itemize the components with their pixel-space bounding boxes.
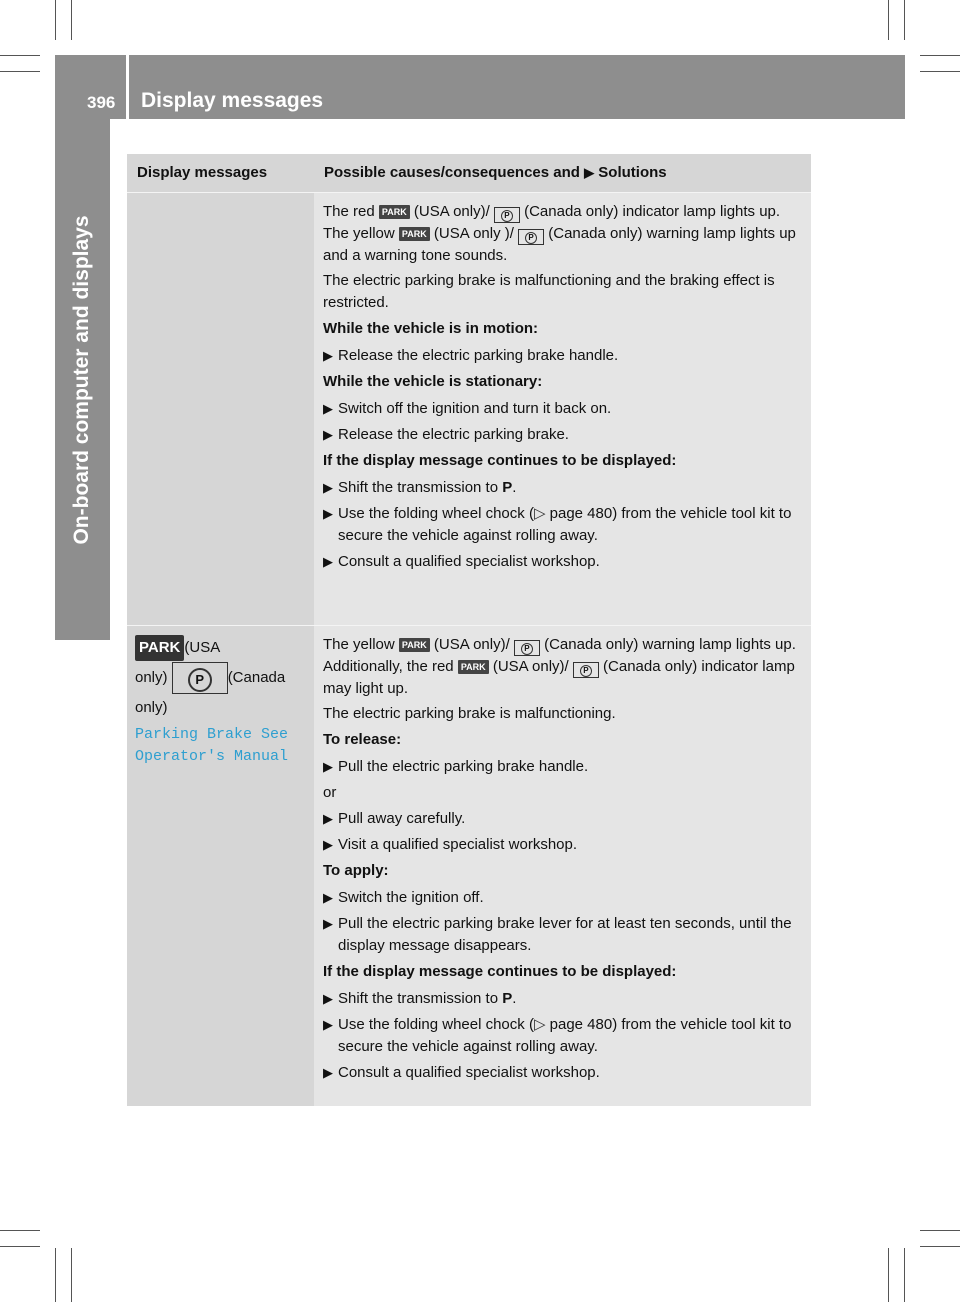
row2-or: or bbox=[323, 784, 337, 801]
header-divider bbox=[126, 55, 129, 119]
text: The yellow bbox=[323, 636, 395, 653]
text: (USA only)/ bbox=[492, 658, 569, 675]
step-text: Pull the electric parking brake lever for at least ten seconds, until the display message disappears. bbox=[338, 915, 792, 954]
gear-p: P bbox=[502, 479, 513, 496]
row1-heading-stationary: While the vehicle is stationary: bbox=[323, 373, 543, 390]
step-text: Pull away carefully. bbox=[338, 810, 466, 827]
play-arrow-icon: ▶ bbox=[323, 427, 333, 442]
text: The red bbox=[323, 203, 375, 220]
text: . bbox=[512, 990, 517, 1007]
step-text: Consult a qualified specialist workshop. bbox=[338, 553, 600, 570]
row1-solution-cell bbox=[314, 193, 811, 625]
row1-heading-continues: If the display message continues to be displayed: bbox=[323, 452, 677, 469]
list-item bbox=[323, 345, 803, 367]
park-lamp-icon: PARK bbox=[135, 635, 184, 661]
play-arrow-icon: ▶ bbox=[323, 991, 333, 1006]
play-arrow-icon: ▶ bbox=[323, 1017, 333, 1032]
step-text: Release the electric parking brake. bbox=[338, 426, 569, 443]
crop-mark bbox=[0, 71, 40, 72]
row2-display-message-cell bbox=[127, 626, 314, 1106]
text: (Canada only) warning lamp lights up and a warning tone sounds. bbox=[323, 225, 796, 264]
crop-mark bbox=[904, 0, 905, 40]
table-row bbox=[127, 625, 811, 1106]
list-item bbox=[323, 1062, 803, 1084]
crop-mark bbox=[888, 1248, 889, 1302]
list-item bbox=[323, 834, 803, 856]
play-arrow-icon: ▶ bbox=[323, 916, 333, 931]
display-messages-table bbox=[127, 154, 811, 1106]
list-item bbox=[323, 988, 803, 1010]
play-arrow-icon: ▶ bbox=[323, 837, 333, 852]
page-reference-link[interactable]: page 480) from the vehicle tool kit to secure the vehicle against rolling away. bbox=[338, 1016, 792, 1055]
step-text: Release the electric parking brake handle. bbox=[338, 347, 619, 364]
step-text bbox=[338, 503, 803, 547]
park-lamp-icon: PARK bbox=[399, 227, 430, 241]
text: (USA only)/ bbox=[413, 203, 490, 220]
step-text: Pull the electric parking brake handle. bbox=[338, 758, 589, 775]
row1-paragraph-2: The electric parking brake is malfunctioning and the braking effect is restricted. bbox=[323, 272, 775, 311]
text: Use the folding wheel chock ( bbox=[338, 505, 534, 522]
row2-paragraph-1 bbox=[323, 634, 803, 700]
step-text: Consult a qualified specialist workshop. bbox=[338, 1064, 600, 1081]
crop-mark bbox=[55, 1248, 56, 1302]
play-arrow-icon: ▶ bbox=[323, 1065, 333, 1080]
text: Use the folding wheel chock ( bbox=[338, 1016, 534, 1033]
row2-heading-apply: To apply: bbox=[323, 862, 389, 879]
text: (USA only )/ bbox=[433, 225, 514, 242]
step-text bbox=[338, 477, 803, 499]
crop-mark bbox=[71, 0, 72, 40]
col-header-causes-solutions bbox=[314, 154, 811, 192]
text: Shift the transmission to bbox=[338, 479, 499, 496]
park-lamp-icon: PARK bbox=[458, 660, 489, 674]
step-text bbox=[338, 988, 803, 1010]
col1-line-1 bbox=[135, 634, 306, 662]
crop-mark bbox=[920, 1246, 960, 1247]
crop-mark bbox=[920, 71, 960, 72]
step-text bbox=[338, 1014, 803, 1058]
text: (Canada only) indicator lamp may light up. bbox=[323, 658, 795, 697]
page-reference-triangle-icon: ▷ bbox=[533, 1016, 550, 1033]
text: . bbox=[512, 479, 517, 496]
page-number: 396 bbox=[87, 93, 116, 112]
page-reference-triangle-icon: ▷ bbox=[533, 505, 550, 522]
list-item bbox=[323, 913, 803, 957]
step-text: Switch the ignition off. bbox=[338, 889, 484, 906]
play-arrow-icon: ▶ bbox=[323, 554, 333, 569]
step-text: Switch off the ignition and turn it back on. bbox=[338, 400, 612, 417]
crop-mark bbox=[920, 1230, 960, 1231]
play-arrow-icon: ▶ bbox=[323, 759, 333, 774]
list-item bbox=[323, 808, 803, 830]
parking-brake-p-icon: P bbox=[172, 662, 228, 694]
play-arrow-icon: ▶ bbox=[584, 165, 595, 180]
row2-paragraph-2: The electric parking brake is malfunctioning. bbox=[323, 705, 616, 722]
crop-mark bbox=[71, 1248, 72, 1302]
play-arrow-icon: ▶ bbox=[323, 480, 333, 495]
row2-heading-continues: If the display message continues to be displayed: bbox=[323, 963, 677, 980]
crop-mark bbox=[0, 1246, 40, 1247]
text: (USA bbox=[184, 639, 221, 656]
row1-paragraph-1 bbox=[323, 201, 803, 267]
play-arrow-icon: ▶ bbox=[323, 890, 333, 905]
display-message-text bbox=[135, 724, 306, 768]
text: (Canada only) warning lamp lights up. Additionally, the red bbox=[323, 636, 796, 675]
park-lamp-icon: PARK bbox=[379, 205, 410, 219]
parking-brake-p-icon: P bbox=[494, 207, 520, 223]
list-item bbox=[323, 887, 803, 909]
row2-heading-release: To release: bbox=[323, 731, 402, 748]
parking-brake-p-icon: P bbox=[573, 662, 599, 678]
col1-line-3: only) bbox=[135, 699, 168, 716]
text: (Canada bbox=[227, 668, 286, 686]
play-arrow-icon: ▶ bbox=[323, 506, 333, 521]
page-reference-link[interactable]: page 480) from the vehicle tool kit to secure the vehicle against rolling away. bbox=[338, 505, 792, 544]
table-row bbox=[127, 192, 811, 625]
display-message-line-2: Operator's Manual bbox=[135, 748, 289, 765]
list-item bbox=[323, 477, 803, 499]
list-item bbox=[323, 756, 803, 778]
list-item bbox=[323, 1014, 803, 1058]
list-item bbox=[323, 398, 803, 420]
crop-mark bbox=[920, 55, 960, 56]
row1-display-message-cell bbox=[127, 193, 314, 625]
col-header-display-messages: Display messages bbox=[137, 164, 268, 181]
step-text: Visit a qualified specialist workshop. bbox=[338, 836, 578, 853]
list-item bbox=[323, 551, 803, 573]
crop-mark bbox=[0, 55, 40, 56]
col-header-prefix: Possible causes/consequences and bbox=[324, 164, 580, 181]
page-title: Display messages bbox=[141, 89, 324, 112]
col-header-suffix: Solutions bbox=[598, 164, 667, 181]
text: Shift the transmission to bbox=[338, 990, 499, 1007]
table-header bbox=[127, 154, 811, 192]
play-arrow-icon: ▶ bbox=[323, 348, 333, 363]
park-lamp-icon: PARK bbox=[399, 638, 430, 652]
crop-mark bbox=[55, 0, 56, 40]
parking-brake-p-icon: P bbox=[518, 229, 544, 245]
play-arrow-icon: ▶ bbox=[323, 811, 333, 826]
crop-mark bbox=[888, 0, 889, 40]
parking-brake-p-icon: P bbox=[514, 640, 540, 656]
list-item bbox=[323, 424, 803, 446]
row2-solution-cell bbox=[314, 626, 811, 1106]
gear-p: P bbox=[502, 990, 513, 1007]
text: (USA only)/ bbox=[433, 636, 510, 653]
text: (Canada only) indicator lamp lights up. The yellow bbox=[323, 203, 781, 242]
side-tab-label: On-board computer and displays bbox=[70, 215, 93, 545]
col1-line-2 bbox=[135, 662, 306, 694]
play-arrow-icon: ▶ bbox=[323, 401, 333, 416]
display-message-line-1: Parking Brake See bbox=[135, 726, 289, 743]
crop-mark bbox=[0, 1230, 40, 1231]
row1-heading-motion: While the vehicle is in motion: bbox=[323, 320, 539, 337]
crop-mark bbox=[904, 1248, 905, 1302]
list-item bbox=[323, 503, 803, 547]
text: only) bbox=[135, 668, 168, 686]
